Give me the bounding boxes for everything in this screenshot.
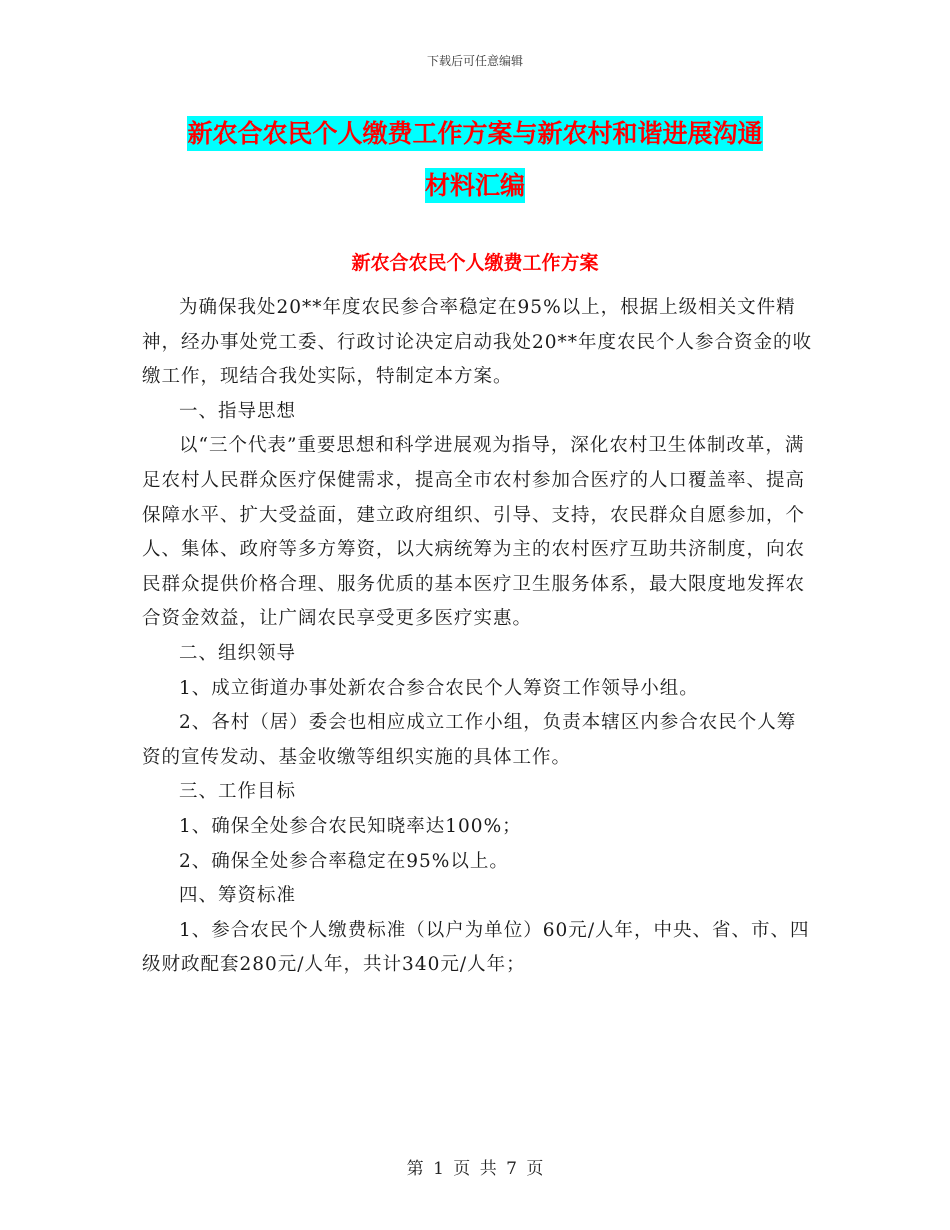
paragraph-goal-2: 2、确保全处参合率稳定在95%以上。 bbox=[179, 850, 509, 872]
paragraph-guiding-ideology: 以“三个代表”重要思想和科学进展观为指导，深化农村卫生体制改革，满足农村人民群众医疗保健需求，提高全市农村参加合医疗的人口覆盖率、提高保障水平、扩大受益面，建立政府组织、引导、支持，农民群众自愿参加，个人、集体、政府等多方筹资，以大病统筹为主的农村医疗互助共济制度，向农民群众提供价格合理、服务优质的基本医疗卫生服务体系，最大限度地发挥农合资金效益，让广阔农民享受更多医疗实惠。 bbox=[142, 435, 806, 630]
paragraph-funding-1: 1、参合农民个人缴费标准（以户为单位）60元/人年，中央、省、市、四级财政配套280元/人年，共计340元/人年； bbox=[142, 919, 810, 976]
document-title-text-2: 材料汇编 bbox=[425, 168, 525, 203]
paragraph-organization-2: 2、各村（居）委会也相应成立工作小组，负责本辖区内参合农民个人筹资的宣传发动、基金收缴等组织实施的具体工作。 bbox=[142, 712, 797, 768]
heading-funding-standard: 四、筹资标准 bbox=[179, 885, 297, 907]
page-footer: 第 1 页 共 7 页 bbox=[406, 1159, 544, 1179]
document-title-text-1: 新农合农民个人缴费工作方案与新农村和谐进展沟通 bbox=[187, 116, 762, 151]
body-content bbox=[142, 291, 814, 983]
heading-work-goals: 三、工作目标 bbox=[179, 781, 297, 803]
paragraph-organization-1: 1、成立街道办事处新农合参合农民个人筹资工作领导小组。 bbox=[179, 677, 699, 699]
paragraph-goal-1: 1、确保全处参合农民知晓率达100%； bbox=[179, 815, 522, 837]
paragraph-intro: 为确保我处20**年度农民参合率稳定在95%以上，根据上级相关文件精神，经办事处党工委、行政讨论决定启动我处20**年度农民个人参合资金的收缴工作，现结合我处实际，特制定本方案。 bbox=[142, 297, 813, 388]
header-note: 下载后可任意编辑 bbox=[426, 54, 523, 68]
document-title bbox=[0, 114, 950, 206]
heading-organization: 二、组织领导 bbox=[179, 642, 297, 664]
document-title-line-2 bbox=[0, 166, 950, 206]
document-title-line-1 bbox=[0, 114, 950, 154]
section-title: 新农合农民个人缴费工作方案 bbox=[351, 252, 599, 274]
heading-guiding-ideology: 一、指导思想 bbox=[179, 400, 297, 422]
